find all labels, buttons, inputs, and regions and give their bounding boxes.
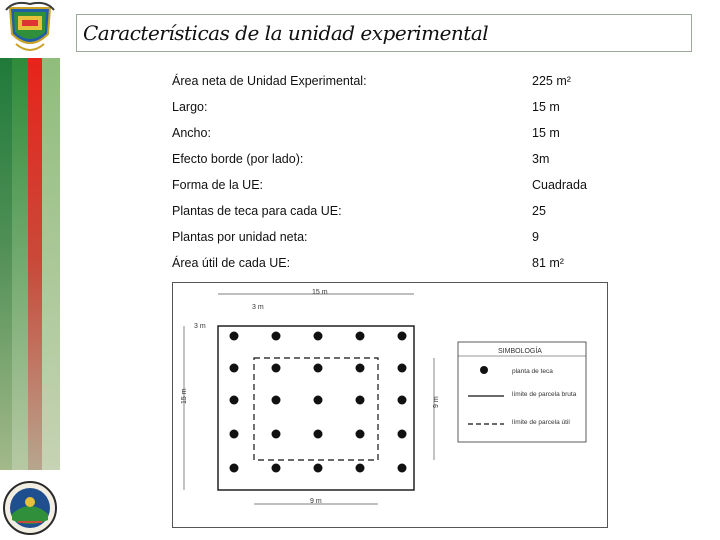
- row-label: Área neta de Unidad Experimental:: [172, 74, 367, 88]
- plant-marker: [356, 430, 365, 439]
- plot-layout-diagram: [172, 282, 608, 528]
- plant-marker: [272, 396, 281, 405]
- row-label: Largo:: [172, 100, 208, 114]
- sidebar-stripe-light-green: [12, 58, 28, 470]
- plant-marker: [272, 364, 281, 373]
- row-value: 15 m: [532, 126, 560, 140]
- left-dimension-label: 15 m: [181, 388, 188, 404]
- table-row: [172, 172, 612, 198]
- plant-marker: [272, 430, 281, 439]
- row-value: 3m: [532, 152, 550, 166]
- spacing-label: 3 m: [252, 304, 264, 311]
- bottom-dimension-label: 9 m: [310, 498, 322, 505]
- row-label: Plantas de teca para cada UE:: [172, 204, 342, 218]
- title-bar: [76, 14, 692, 52]
- plant-marker: [314, 430, 323, 439]
- characteristics-table: [172, 68, 612, 276]
- row-label: Forma de la UE:: [172, 178, 264, 192]
- row-label: Plantas por unidad neta:: [172, 230, 308, 244]
- plant-marker: [398, 364, 407, 373]
- plant-marker: [356, 464, 365, 473]
- plant-marker: [314, 464, 323, 473]
- table-row: [172, 94, 612, 120]
- table-row: [172, 146, 612, 172]
- table-row: [172, 120, 612, 146]
- plant-marker: [398, 430, 407, 439]
- sidebar-stripe-pale-green: [42, 58, 60, 470]
- legend: [458, 342, 586, 442]
- plant-marker: [230, 364, 239, 373]
- plant-marker: [230, 396, 239, 405]
- right-dimension-label: 9 m: [433, 396, 440, 408]
- sidebar-stripe-green: [0, 58, 12, 470]
- plant-marker: [314, 332, 323, 341]
- page-title: Características de la unidad experimental: [83, 21, 489, 45]
- plant-marker: [314, 364, 323, 373]
- plant-marker: [314, 396, 323, 405]
- row-value: 81 m²: [532, 256, 564, 270]
- row-label: Efecto borde (por lado):: [172, 152, 304, 166]
- plant-marker: [398, 396, 407, 405]
- row-label: Área útil de cada UE:: [172, 256, 291, 270]
- table-row: [172, 224, 612, 250]
- legend-title: SIMBOLOGÍA: [498, 348, 542, 355]
- plant-marker: [230, 464, 239, 473]
- sidebar-decoration: [0, 0, 60, 540]
- table-row: [172, 68, 612, 94]
- table-row: [172, 250, 612, 276]
- faculty-seal-icon: [2, 478, 58, 538]
- legend-item-gross: límite de parcela bruta: [512, 391, 577, 398]
- row-value: Cuadrada: [532, 178, 587, 192]
- top-dimension-label: 15 m: [312, 289, 328, 296]
- left-spacing-label: 3 m: [194, 323, 206, 330]
- university-crest-icon: [4, 0, 56, 58]
- row-value: 225 m²: [532, 74, 571, 88]
- row-value: 9: [532, 230, 539, 244]
- row-label: Ancho:: [172, 126, 211, 140]
- plant-marker: [398, 332, 407, 341]
- plant-marker: [356, 332, 365, 341]
- plant-marker: [356, 396, 365, 405]
- row-value: 15 m: [532, 100, 560, 114]
- plant-marker: [398, 464, 407, 473]
- plant-marker: [230, 430, 239, 439]
- plant-marker: [356, 364, 365, 373]
- legend-item-net: límite de parcela útil: [512, 419, 570, 426]
- legend-item-plant: planta de teca: [512, 368, 553, 375]
- plant-marker: [272, 464, 281, 473]
- plant-marker: [272, 332, 281, 341]
- sidebar-stripe-red: [28, 58, 42, 470]
- legend-plant-icon: [480, 366, 488, 374]
- plant-marker: [230, 332, 239, 341]
- row-value: 25: [532, 204, 546, 218]
- plot-layout-svg: [172, 282, 608, 528]
- table-row: [172, 198, 612, 224]
